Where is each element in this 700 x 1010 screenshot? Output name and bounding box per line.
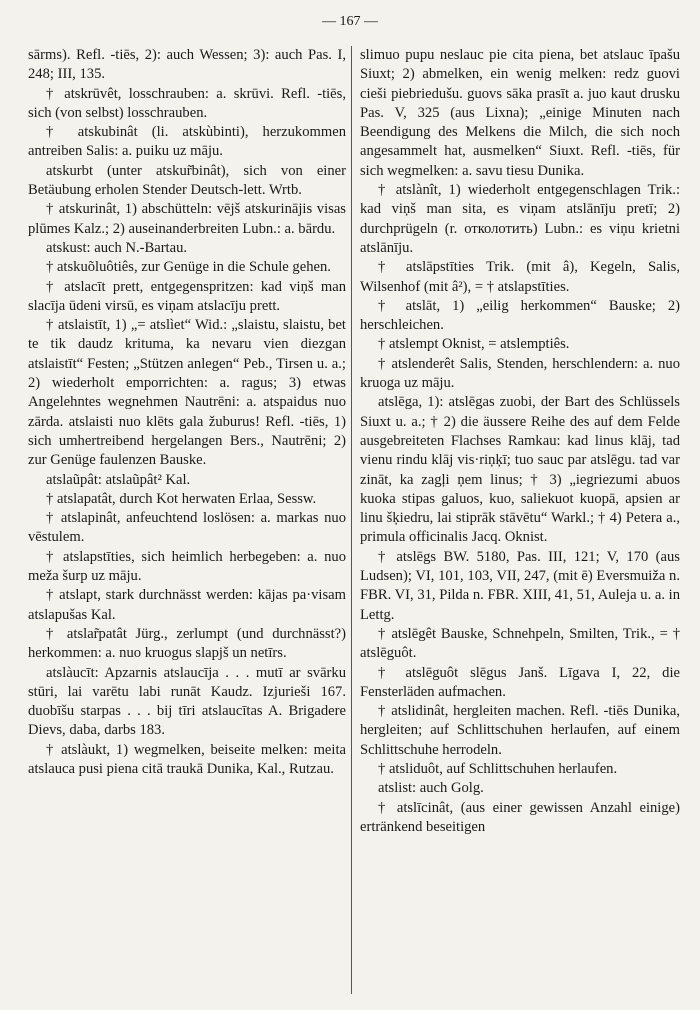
entry: atslist: auch Golg. [378, 780, 484, 797]
entry: † atslar̃patât Jürg., zerlumpt (und durchnässt?) herkommen: a. nuo kruogus slapjš un netīrs. [28, 625, 346, 662]
entry: slimuo pupu neslauc pie cita piena, bet atslauc īpašu Siuxt; 2) abmelken, ein wenig melken: redz guovi cieši piebriedušu. guovs sāka prasīt a. juo kaut drusku Pas. V, 325 (aus Lixna); „einige Minuten nach Beendigung des Melkens die Milch, die sich noch angesammelt hat, ausmelken“ Siuxt. Refl. -tiēs, für sich wegmelken: a. savu tiesu Dunika. [360, 47, 680, 179]
entry: † atslempt Oknist, = atslemptiês. [378, 336, 570, 353]
entry: atslaũpât: atslaũpât² Kal. [46, 471, 191, 488]
entry: † atskuõluôtiês, zur Genüge in die Schule gehen. [46, 259, 331, 276]
entry: † atskrūvêt, losschrauben: a. skrūvi. Refl. -tiēs, sich (von selbst) losschrauben. [28, 85, 346, 121]
left-column [28, 46, 346, 779]
entry: † atskurinât, 1) abschütteln: vējš atskurinājis visas plūmes Kalz.; 2) auseinanderbreiten Lubn.: a. bārdu. [28, 201, 346, 237]
entry: † atslànît, 1) wiederholt entgegenschlagen Trik.: kad viņš man sita, es viņam atslānīju pretī; 2) durchprügeln (r. отколотить) Lubn.: es viņu krietni atslānīju. [360, 182, 680, 256]
entry: † atslēguôt slēgus Janš. Līgava I, 22, die Fensterläden aufmachen. [360, 664, 680, 700]
entry: sārms). Refl. -tiēs, 2): auch Wessen; 3): auch Pas. I, 248; III, 135. [28, 47, 346, 83]
entry: † atslapatât, durch Kot herwaten Erlaa, Sessw. [46, 490, 317, 507]
entry: atskust: auch N.-Bartau. [46, 239, 188, 256]
entry: † atslēgêt Bauske, Schnehpeln, Smilten, Trik., = † atslēguôt. [360, 625, 680, 662]
column-divider [351, 46, 352, 994]
entry: † atslapinât, anfeuchtend loslösen: a. markas nuo vēstulem. [28, 510, 346, 546]
entry: † atslaistīt, 1) „= atslìet“ Wid.: „slaistu, slaistu, bet te tik daudz krituma, ka nevaru vien diezgan atslaistīt“ Festen; „Stützen anlegen“ Peb., Tirsen u. a.; 2) wiederholt emporrichten: a. ragus; 3) etwas Angelehntes wegnehmen Nautrēni: a. atspaidus nuo zārda. atslaisti nuo klēts gala žuburus! Refl. -tiēs, 1) sich umhertreibend hergelangen Bers., Nautrēni; 2) zur Genüge faulenzen Bauske. [28, 317, 346, 469]
entry: atslàucīt: Apzarnis atslaucīja . . . mutī ar svārku stūri, lai varētu labi runāt Kaudz. Izjurieši 167. duobīšu starpas . . . bij tīri atslaucītas A. Brigadere Dievs, daba, darbs 183. [28, 664, 346, 739]
entry: † atsliduôt, auf Schlittschuhen herlaufen. [378, 760, 618, 777]
entry: † atslēgs BW. 5180, Pas. III, 121; V, 170 (aus Ludsen); VI, 101, 103, VII, 247, (mit ē) Eversmuiža n. FBR. VI, 31, Pilda n. FBR. XIII, 41, 51, Auleja u. a. in Lettg. [360, 548, 680, 623]
entry: † atslacīt prett, entgegenspritzen: kad viņš man slacīja ūdeni virsū, es viņam atslacīju prett. [28, 278, 346, 314]
entry: † atslāt, 1) „eilig herkommen“ Bauske; 2) herschleichen. [360, 297, 680, 334]
entry: † atslàukt, 1) wegmelken, beiseite melken: meita atslauca pusi piena citā traukā Dunika, Kal., Rutzau. [28, 741, 346, 777]
entry: † atslenderêt Salis, Stenden, herschlendern: a. nuo kruoga uz māju. [360, 355, 680, 392]
entry: † atslapt, stark durchnässt werden: kājas pa·visam atslapušas Kal. [28, 587, 346, 623]
entry: † atslāpstīties Trik. (mit â), Kegeln, Salis, Wilsenhof (mit â²), = † atslapstīties. [360, 259, 680, 295]
entry: † atskubinât (li. atskùbinti), herzukommen antreiben Salis: a. puiku uz māju. [28, 124, 346, 160]
right-column [360, 46, 680, 837]
entry: atskurbt (unter atskur̃binât), sich von einer Betäubung erholen Stender Deutsch-lett. Wrtb. [28, 162, 346, 199]
entry: † atslidinât, hergleiten machen. Refl. -tiēs Dunika, hergleiten; auf Schlittschuhen herlaufen, auf einem Schlittschuhe herrodeln. [360, 703, 680, 758]
entry: † atslapstīties, sich heimlich herbegeben: a. nuo meža šurp uz māju. [28, 548, 346, 585]
page-number: — 167 — [322, 14, 378, 29]
entry: atslēga, 1): atslēgas zuobi, der Bart des Schlüssels Siuxt u. a.; † 2) die äussere Reihe des auf dem Felde ausgebreiteten Flachses Ramkau: kad linus klāj, tad vienu rindu klāj vis·riņķī; tuo sauc par atslēgu. tad var zināt, ka zagļi ņem linus; † 3) „iegriezumi abuos kuoka stipas galuos, kuo, saliekuot kuopā, apsien ar linu šķiedru, lai stiprāk stāvētu“ Warkl.; † 4) Petera a., primula officinalis Jacq. Oknist. [360, 394, 680, 546]
entry: † atslīcinât, (aus einer gewissen Anzahl einige) ertränkend beseitigen [360, 799, 680, 835]
